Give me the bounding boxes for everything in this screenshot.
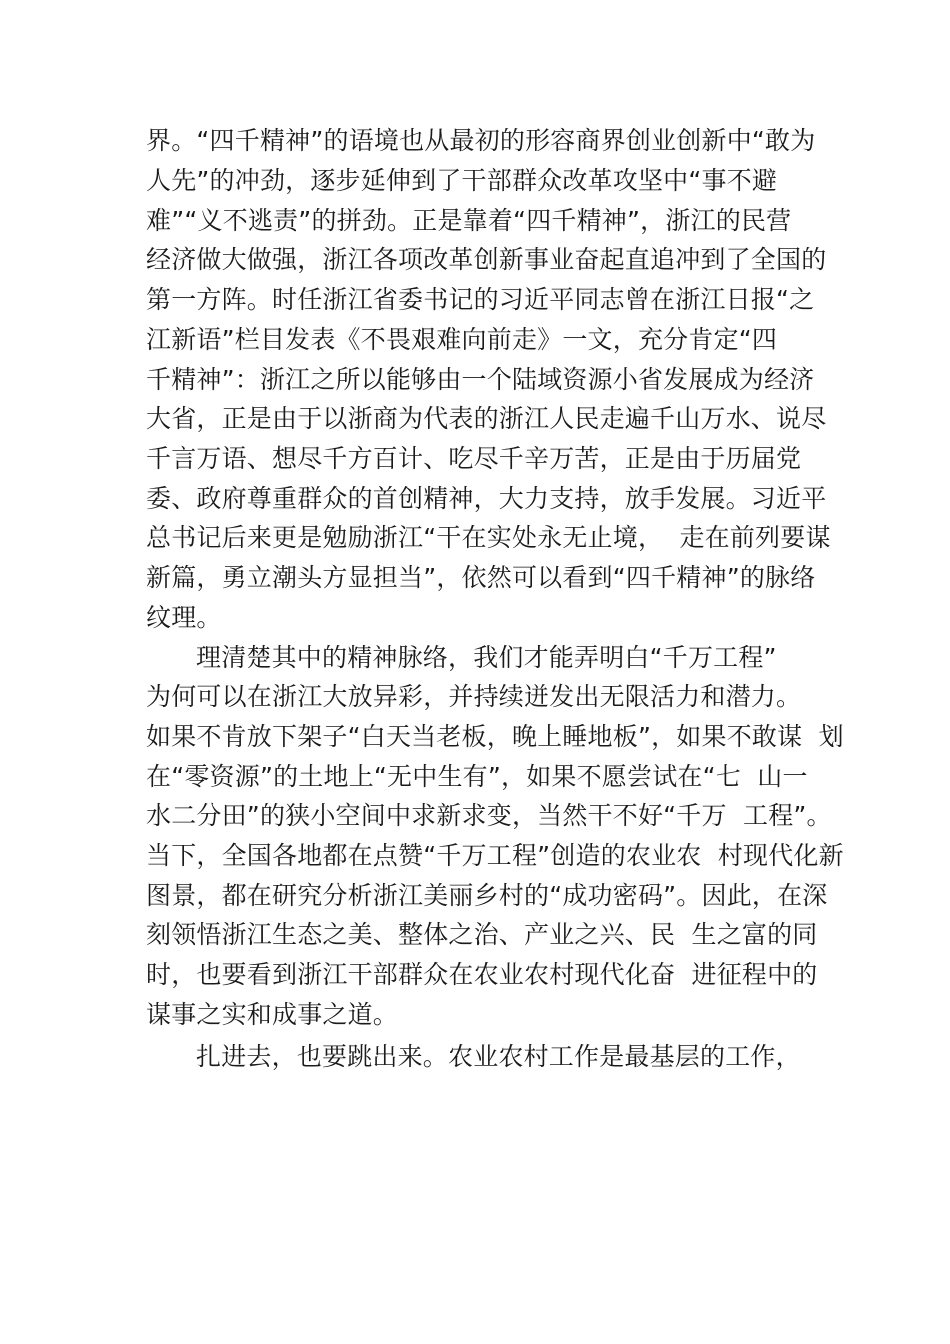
text-line: 在“零资源”的土地上“无中生有”，如果不愿尝试在“七 山一: [146, 762, 808, 791]
text-line: 第一方阵。时任浙江省委书记的习近平同志曾在浙江日报“之: [146, 285, 815, 314]
text-line: 千言万语、想尽千方百计、吃尽千辛万苦，正是由于历届党: [146, 444, 802, 473]
text-line: 江新语”栏目发表《不畏艰难向前走》一文，充分肯定“四: [146, 325, 778, 354]
text-line: 为何可以在浙江大放异彩，并持续迸发出无限活力和潜力。: [146, 682, 802, 711]
text-line: 总书记后来更是勉励浙江“干在实处永无止境， 走在前列要谋: [146, 523, 831, 552]
text-line: 谋事之实和成事之道。: [146, 1000, 399, 1029]
text-line: 难”“义不逃责”的拼劲。正是靠着“四千精神”，浙江的民营: [146, 206, 792, 235]
text-line: 如果不肯放下架子“白天当老板，晚上睡地板”，如果不敢谋 划: [146, 722, 844, 751]
text-line: 界。“四千精神”的语境也从最初的形容商界创业创新中“敢为: [146, 126, 816, 155]
paragraph-first-line: 扎进去，也要跳出来。农业农村工作是最基层的工作，: [196, 1042, 801, 1071]
text-line: 大省，正是由于以浙商为代表的浙江人民走遍千山万水、说尽: [146, 404, 827, 433]
text-line: 经济做大做强，浙江各项改革创新事业奋起直追冲到了全国的: [146, 245, 827, 274]
text-line: 水二分田”的狭小空间中求新求变，当然干不好“千万 工程”。: [146, 801, 832, 830]
text-line: 人先”的冲劲，逐步延伸到了干部群众改革攻坚中“事不避: [146, 166, 778, 195]
paragraph-first-line: 理清楚其中的精神脉络，我们才能弄明白“千万工程”: [196, 643, 777, 672]
text-line: 刻领悟浙江生态之美、整体之治、产业之兴、民 生之富的同: [146, 920, 818, 949]
text-line: 纹理。: [146, 603, 222, 632]
text-line: 千精神”：浙江之所以能够由一个陆域资源小省发展成为经济: [146, 365, 815, 394]
text-line: 新篇，勇立潮头方显担当”，依然可以看到“四千精神”的脉络: [146, 563, 816, 592]
text-line: 当下，全国各地都在点赞“千万工程”创造的农业农 村现代化新: [146, 841, 844, 870]
text-line: 图景，都在研究分析浙江美丽乡村的“成功密码”。因此，在深: [146, 881, 828, 910]
text-line: 时，也要看到浙江干部群众在农业农村现代化奋 进征程中的: [146, 960, 818, 989]
text-line: 委、政府尊重群众的首创精神，大力支持，放手发展。习近平: [146, 484, 827, 513]
